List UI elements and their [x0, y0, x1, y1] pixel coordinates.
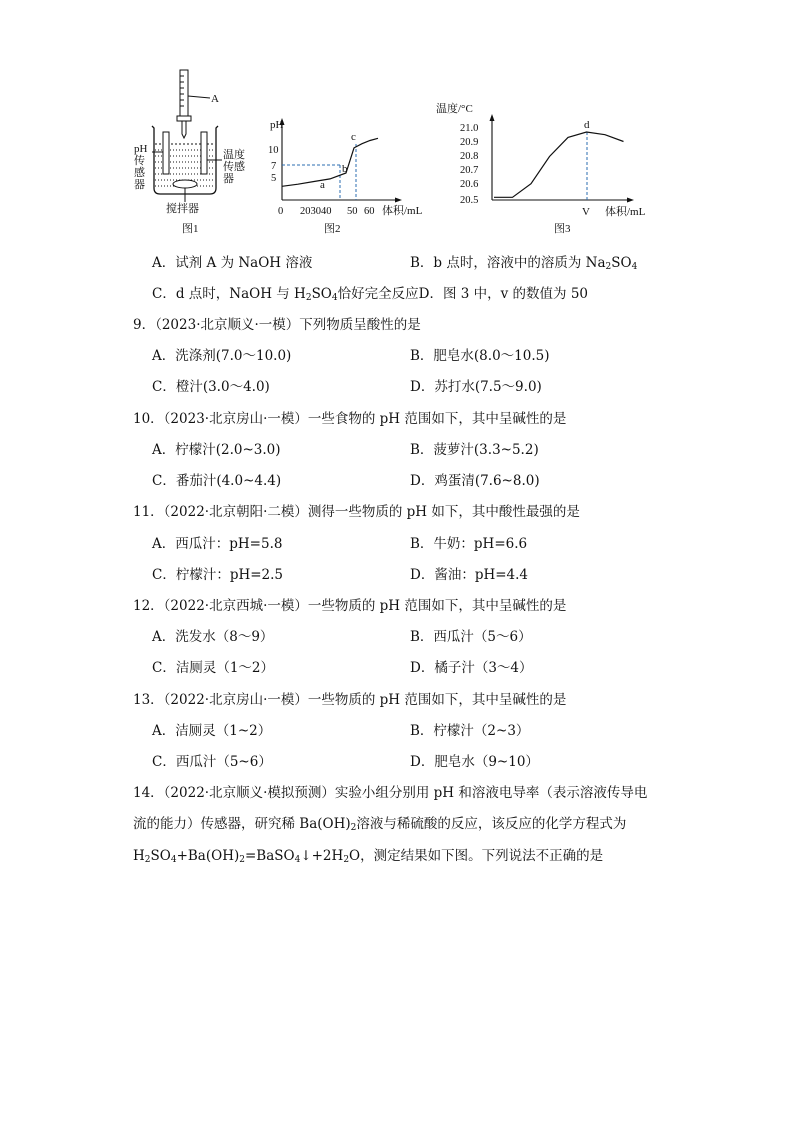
fig3-xtick-v: V: [582, 206, 590, 218]
figure-3-temp-chart: [430, 66, 660, 238]
q11-stem: 11．（2022·北京朝阳·二模）测得一些物质的 pH 如下，其中酸性最强的是: [133, 504, 580, 520]
fig3-point-d: d: [584, 119, 590, 131]
q12-option-b: B．西瓜汁（5～6）: [410, 629, 532, 645]
q11-option-d: D．酱油：pH=4.4: [410, 567, 529, 583]
temp-sensor-label-3: 器: [223, 173, 234, 185]
fig2-point-c: c: [351, 131, 356, 143]
ph-sensor-label-3: 感: [134, 167, 145, 179]
q10-option-c: C．番茄汁(4.0~4.4): [152, 473, 282, 489]
figure-row: [130, 66, 670, 238]
q10-option-d: D．鸡蛋清(7.6~8.0): [410, 473, 540, 489]
figure-3-caption: 图3: [554, 223, 571, 235]
q8-option-a: A．试剂 A 为 NaOH 溶液: [152, 255, 313, 271]
q13-stem: 13．（2022·北京房山·一模）一些物质的 pH 范围如下，其中呈碱性的是: [133, 692, 567, 708]
fig3-ytick-20.6: 20.6: [460, 179, 479, 190]
q9-option-d: D．苏打水(7.5～9.0): [410, 379, 542, 395]
q13-option-c: C．西瓜汁（5~6）: [152, 754, 272, 770]
q14-line-1: 14．（2022·北京顺义·模拟预测）实验小组分别用 pH 和溶液电导率（表示溶液传导电: [133, 785, 648, 801]
figure-1-caption: 图1: [182, 223, 199, 235]
q12-stem: 12．（2022·北京西城·一模）一些物质的 pH 范围如下，其中呈碱性的是: [133, 598, 567, 614]
fig3-ytick-20.5: 20.5: [460, 195, 479, 206]
fig2-xtick-203040: 203040: [300, 206, 332, 217]
fig3-ytick-20.7: 20.7: [460, 165, 479, 176]
fig2-ytick-10: 10: [268, 145, 279, 156]
fig2-point-a: a: [320, 179, 325, 191]
q9-option-c: C．橙汁(3.0～4.0): [152, 379, 270, 395]
q10-option-a: A．柠檬汁(2.0~3.0): [152, 442, 281, 458]
ph-sensor-label-4: 器: [134, 179, 145, 191]
fig3-ytick-21.0: 21.0: [460, 123, 479, 134]
fig2-ylabel: pH: [270, 119, 284, 131]
ph-sensor-label-2: 传: [134, 155, 145, 167]
ph-sensor-label-1: pH: [134, 143, 148, 155]
fig2-xlabel: 体积/mL: [382, 205, 423, 217]
fig3-ytick-20.9: 20.9: [460, 137, 479, 148]
figure-2-caption: 图2: [324, 223, 341, 235]
q8-option-b: B．b 点时，溶液中的溶质为 $Na_2SO_4$: [410, 255, 638, 272]
temp-sensor-label-1: 温度: [223, 149, 245, 161]
q13-option-a: A．洁厕灵（1~2）: [152, 723, 272, 739]
fig2-xtick-60: 60: [364, 206, 375, 217]
fig2-ph-curve: [282, 138, 378, 186]
q13-option-d: D．肥皂水（9~10）: [410, 754, 539, 770]
q10-stem: 10．（2023·北京房山·一模）一些食物的 pH 范围如下，其中呈碱性的是: [133, 411, 567, 427]
q8-option-c: C．d 点时，NaOH 与 $H_2SO_4$恰好完全反应D．图 3 中，v 的数值为 50: [152, 286, 589, 303]
figure-1-apparatus: [130, 66, 270, 238]
fig3-ylabel: 温度/°C: [436, 103, 473, 115]
q10-option-b: B．菠萝汁(3.3~5.2): [410, 442, 539, 458]
q12-option-d: D．橘子汁（3～4）: [410, 660, 533, 676]
q12-option-a: A．洗发水（8～9）: [152, 629, 274, 645]
fig3-ytick-20.8: 20.8: [460, 151, 479, 162]
q9-option-b: B．肥皂水(8.0～10.5): [410, 348, 550, 364]
fig2-xtick-0: 0: [278, 206, 284, 217]
q9-stem: 9．（2023·北京顺义·一模）下列物质呈酸性的是: [133, 317, 421, 333]
q11-option-a: A．西瓜汁：pH=5.8: [152, 536, 283, 552]
figure-2-ph-chart: [260, 66, 450, 238]
fig3-xlabel: 体积/mL: [605, 206, 646, 218]
stirrer-label: 搅拌器: [166, 203, 199, 215]
q11-option-b: B．牛奶：pH=6.6: [410, 536, 528, 552]
q8-option-d: D．图 3 中，v 的数值为 50: [418, 286, 589, 302]
q9-option-a: A．洗涤剂(7.0～10.0): [152, 348, 292, 364]
q12-option-c: C．洁厕灵（1～2）: [152, 660, 275, 676]
q13-option-b: B．柠檬汁（2~3）: [410, 723, 530, 739]
fig3-temperature-curve: [494, 132, 624, 197]
fig2-xtick-50: 50: [347, 206, 358, 217]
q14-line-3: $H_2SO_4+Ba(OH)_2=BaSO_4↓+2H_2O$，测定结果如下图。下列说法不正确的是: [133, 848, 604, 865]
fig2-point-b: b: [342, 163, 348, 175]
reagent-label: A: [211, 93, 219, 105]
fig2-ytick-5: 5: [271, 173, 277, 184]
q14-line-2: 流的能力）传感器，研究稀 $Ba(OH)_2$溶液与稀硫酸的反应，该反应的化学方程式为: [133, 816, 627, 833]
q11-option-c: C．柠檬汁：pH=2.5: [152, 567, 284, 583]
fig2-ytick-7: 7: [271, 161, 277, 172]
temp-sensor-label-2: 传感: [223, 161, 245, 173]
